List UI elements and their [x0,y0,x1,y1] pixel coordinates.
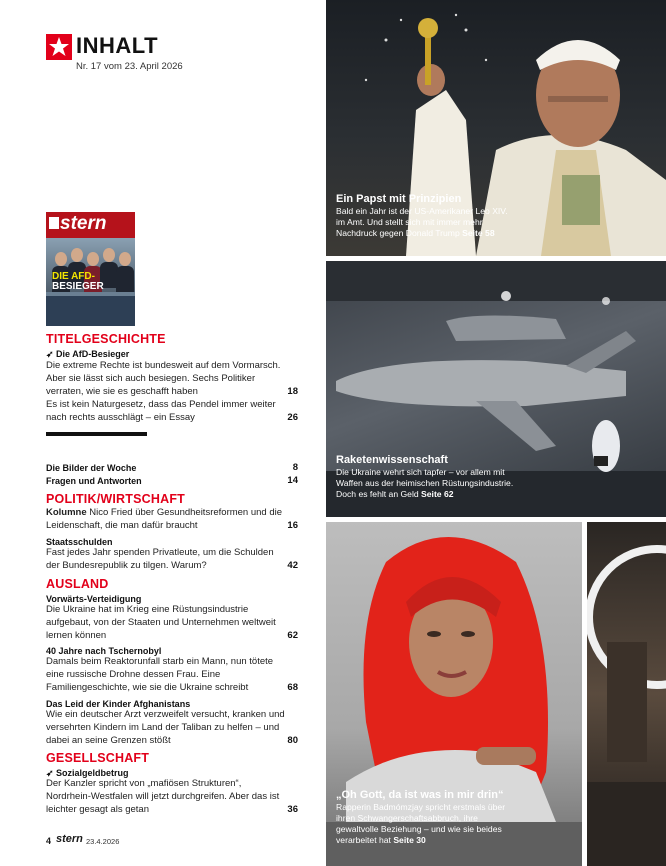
article-title-staatsschulden[interactable]: Staatsschulden [46,537,113,547]
article-teaser-vorwaerts: Die Ukraine hat im Krieg eine Rüstungsindustrie aufgebaut, von der Staaten und Unternehmen weltweit lernen können [46,604,276,641]
caption-rakete: Raketenwissenschaft Die Ukraine wehrt sich tapfer – vor allem mit Waffen aus der heimischen Rüstungsindustrie. Doch es fehlt an Geld Seite 62 [336,454,514,499]
cover-thumbnail[interactable] [46,212,135,326]
footer-date: 23.4.2026 [86,837,120,846]
article-title-afd[interactable]: ➶ Die AfD-Besieger [46,349,130,359]
page-number[interactable]: 26 [287,412,298,423]
caption-papst: Ein Papst mit Prinzipien Bald ein Jahr ist der US-Amerikaner Leo XIV. im Amt. Und stellt sich mit immer mehr Nachdruck gegen Donald Trump Seite 58 [336,193,508,238]
page-number[interactable]: 8 [292,462,298,473]
issue-date: Nr. 17 vom 23. April 2026 [76,61,183,72]
photo-side [587,522,666,866]
article-teaser-kolumne: Kolumne Nico Fried über Gesundheitsreformen und die Leidenschaft, die man dafür braucht [46,507,283,531]
article-teaser-afd: Die extreme Rechte ist bundesweit auf dem Vormarsch. Aber sie lässt sich auch besiegen. Sechs Politiker verraten, wie sie es geschafft haben [46,360,281,397]
page-number[interactable]: 14 [287,475,298,486]
page-title: INHALT [76,33,159,58]
article-title-afghanistan[interactable]: Das Leid der Kinder Afghanistans [46,699,191,709]
cover-masthead: stern [46,212,135,238]
stern-star-icon [46,34,72,60]
item-bilder-der-woche[interactable]: Die Bilder der Woche [46,463,137,473]
article-teaser-afghanistan: Wie ein deutscher Arzt verzweifelt versucht, kranken und versehrten Kindern im Land der Taliban zu helfen – und dabei an seine Grenzen stößt [46,709,285,746]
photo-badmomzjay[interactable] [326,522,582,866]
page-number[interactable]: 18 [287,386,298,397]
section-ausland: AUSLAND [46,577,109,591]
caption-badmomzjay: „Oh Gott, da ist was in mir drin“ Rapperin Badmómzjay spricht erstmals über ihren Schwangerschaftsabbruch, ihre gewaltvolle Beziehung – und wie sie beides verarbeitet hat Seite 30 [336,789,506,845]
article-title-sozialgeld[interactable]: ➶ Sozialgeldbetrug [46,768,129,778]
article-title-tschernobyl[interactable]: 40 Jahre nach Tschernobyl [46,646,162,656]
page-number[interactable]: 62 [287,630,298,641]
footer-page-number: 4 [46,836,52,846]
photo-rakete[interactable] [326,261,666,517]
article-teaser-staatsschulden: Fast jedes Jahr spenden Privatleute, um die Schulden der Bundesrepublik zu tilgen. Warum? [46,547,274,571]
divider [46,432,147,436]
article-teaser-essay: Es ist kein Naturgesetz, dass das Pendel immer weiter nach rechts ausschlägt – ein Essay [46,399,276,423]
footer-logo: stern [56,833,83,845]
page-number[interactable]: 16 [287,520,298,531]
toc-column [0,0,318,866]
article-title-vorwaerts[interactable]: Vorwärts-Verteidigung [46,594,142,604]
photo-column [326,0,666,866]
section-gesellschaft: GESELLSCHAFT [46,751,150,765]
ring-light-illustration [587,522,666,866]
section-politik: POLITIK/WIRTSCHAFT [46,492,186,506]
page-number[interactable]: 68 [287,682,298,693]
cover-headline: DIE AFD- BESIEGER [52,271,104,292]
page-number[interactable]: 80 [287,735,298,746]
photo-papst[interactable] [326,0,666,256]
article-teaser-sozialgeld: Der Kanzler spricht von „mafiösen Strukturen“, Nordrhein-Westfalen will jetzt durchgreifen. Aber das ist leichter gesagt als getan [46,778,280,815]
article-teaser-tschernobyl: Damals beim Reaktorunfall starb ein Mann, nun tötete eine russische Drohne dessen Frau. Eine Familiengeschichte, wie sie die Ukraine schreibt [46,656,274,693]
page-number[interactable]: 42 [287,560,298,571]
item-fragen-und-antworten[interactable]: Fragen und Antworten [46,476,142,486]
page-number[interactable]: 36 [287,804,298,815]
section-titelgeschichte: TITELGESCHICHTE [46,332,166,346]
cover-star-icon [49,217,59,229]
